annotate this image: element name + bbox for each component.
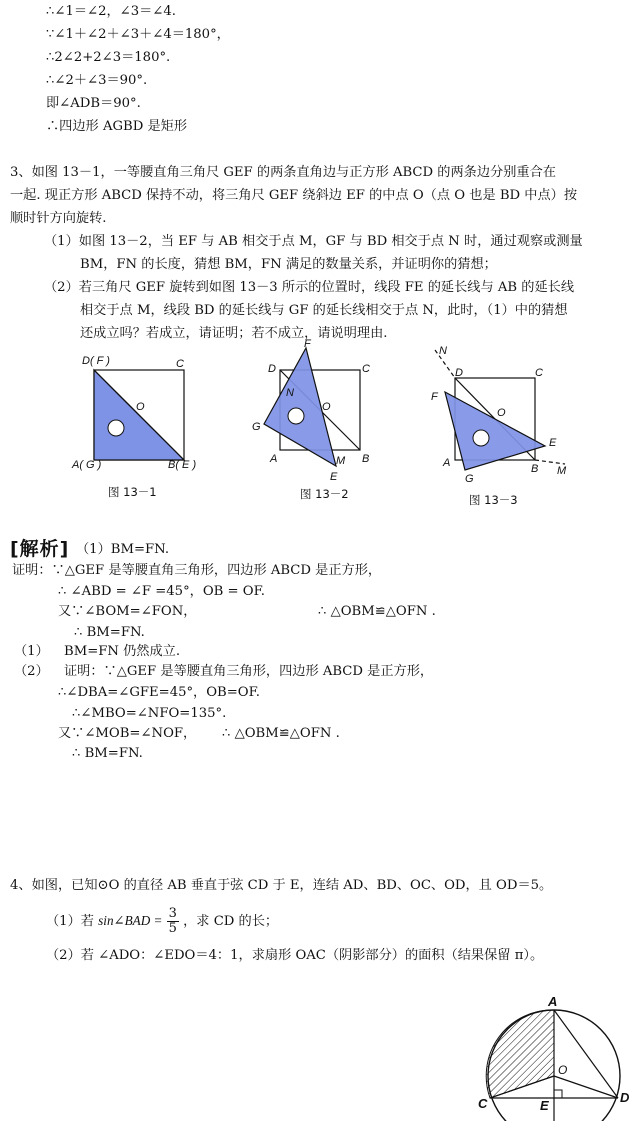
fig3-label-c: C: [535, 367, 543, 379]
figure-13-3: [425, 342, 585, 510]
q3-part2-line-1: （2）若三角尺 GEF 旋转到如图 13－3 所示的位置时，线段 FE 的延长线与 AB 的延长线: [44, 280, 575, 295]
fig3-label-g: G: [465, 473, 474, 485]
q4-circle-figure: [470, 992, 640, 1121]
q4-part1-fraction: [167, 907, 179, 936]
q4-part1: [46, 904, 278, 939]
fig1-caption: 图 13－1: [108, 485, 157, 499]
fig1-label-d: D( F ): [82, 355, 110, 367]
fig3-label-d: D: [455, 367, 463, 379]
q4-part1-sin: sin∠BAD =: [98, 913, 163, 928]
fig3-label-o: O: [497, 407, 506, 419]
proof-line-3: ∴2∠2+2∠3＝180°.: [46, 50, 171, 65]
q4-label-a: A: [548, 994, 558, 1009]
proof1-line-3b: ∴ △OBM≌△OFN .: [318, 604, 436, 619]
analysis-heading: [解析]: [10, 538, 70, 560]
q3-intro-line-3: 顺时针方向旋转.: [10, 211, 107, 226]
fig3-label-m: M: [557, 465, 567, 477]
q4-intro: 4、如图，已知⊙O 的直径 AB 垂直于弦 CD 于 E，连结 AD、BD、OC、OD，且 OD＝5。: [10, 878, 553, 893]
fig2-label-g: G: [252, 421, 261, 433]
fig1-label-o: O: [136, 401, 145, 413]
q3-part1-line-2: BM，FN 的长度，猜想 BM，FN 满足的数量关系，并证明你的猜想；: [80, 257, 497, 272]
part2-label: （2）: [14, 664, 49, 679]
fig2-label-m: M: [336, 455, 346, 467]
proof1-line-1: 证明：∵△GEF 是等腰直角三角形，四边形 ABCD 是正方形，: [12, 563, 382, 578]
fig3-label-a: A: [443, 457, 451, 469]
q3-intro-line-1: 3、如图 13－1，一等腰直角三角尺 GEF 的两条直角边与正方形 ABCD 的两条边分别重合在: [10, 165, 556, 180]
proof-line-2: ∵∠1＋∠2＋∠3＋∠4＝180°，: [46, 27, 230, 42]
proof1-line-2: ∴ ∠ABD = ∠F =45°，OB = OF.: [58, 584, 265, 599]
proof2-line-3: ∴∠MBO=∠NFO=135°.: [72, 706, 227, 721]
fig3-label-f: F: [431, 391, 438, 403]
q4-part2: （2）若 ∠ADO：∠EDO＝4：1，求扇形 OAC（阴影部分）的面积（结果保留 π）。: [46, 948, 544, 963]
fig3-label-b: B: [531, 463, 539, 475]
fig1-label-c: C: [176, 358, 184, 370]
fig2-label-b: B: [362, 453, 370, 465]
figure-13-2: [250, 338, 390, 503]
fraction-denominator: 5: [168, 921, 177, 936]
fig3-caption: 图 13－3: [469, 493, 518, 507]
proof2-line-4a: 又∵∠MOB=∠NOF，: [58, 726, 197, 741]
fig2-label-a: A: [270, 453, 278, 465]
q4-label-d: D: [620, 1090, 630, 1105]
q3-part1-line-1: （1）如图 13－2，当 EF 与 AB 相交于点 M，GF 与 BD 相交于点 N 时，通过观察或测量: [44, 234, 583, 249]
fig2-label-e: E: [330, 471, 338, 483]
fraction-numerator: 3: [168, 906, 177, 921]
fig1-label-a: A( G ): [72, 459, 102, 471]
proof-line-6: ∴四边形 AGBD 是矩形: [46, 119, 188, 134]
q4-label-e: E: [540, 1098, 549, 1113]
fig2-label-c: C: [362, 363, 370, 375]
figure-13-1: [64, 352, 214, 502]
q4-label-c: C: [478, 1096, 488, 1111]
proof2-line-2: ∴∠DBA=∠GFE=45°，OB=OF.: [58, 685, 260, 700]
fig2-caption: 图 13－2: [300, 487, 349, 501]
q3-intro-line-2: 一起. 现正方形 ABCD 保持不动，将三角尺 GEF 绕斜边 EF 的中点 O（点 O 也是 BD 中点）按: [10, 188, 578, 203]
q3-part2-line-2: 相交于点 M，线段 BD 的延长线与 GF 的延长线相交于点 N，此时，（1）中的猜想: [80, 303, 568, 318]
proof1-line-3a: 又∵∠BOM=∠FON，: [58, 604, 197, 619]
part1-text: BM=FN 仍然成立.: [64, 644, 181, 659]
proof2-line-1: 证明：∵△GEF 是等腰直角三角形，四边形 ABCD 是正方形，: [64, 664, 434, 679]
proof-line-5: 即∠ADB＝90°.: [46, 96, 141, 111]
part1-label: （1）: [14, 644, 49, 659]
fig2-label-n: N: [286, 387, 294, 399]
fig2-label-f: F: [304, 338, 311, 350]
proof2-line-5: ∴ BM=FN.: [72, 746, 143, 761]
proof-line-4: ∴∠2＋∠3＝90°.: [46, 73, 148, 88]
analysis-answer-1: （1）BM=FN.: [76, 542, 170, 557]
fig3-label-e: E: [549, 437, 557, 449]
q4-part1-post: ，求 CD 的长；: [183, 914, 279, 929]
fig3-label-n: N: [439, 345, 447, 357]
q3-part2-line-3: 还成立吗？若成立，请证明；若不成立，请说明理由.: [80, 326, 388, 341]
proof2-line-4b: ∴ △OBM≌△OFN .: [222, 726, 340, 741]
q4-label-o: O: [558, 1063, 568, 1077]
fig2-label-d: D: [268, 363, 276, 375]
proof1-line-4: ∴ BM=FN.: [74, 625, 145, 640]
fig2-label-o: O: [322, 401, 331, 413]
proof-line-1: ∴∠1＝∠2，∠3＝∠4.: [46, 4, 176, 19]
q4-part1-pre: （1）若: [46, 914, 94, 929]
fig1-label-b: B( E ): [168, 459, 197, 471]
